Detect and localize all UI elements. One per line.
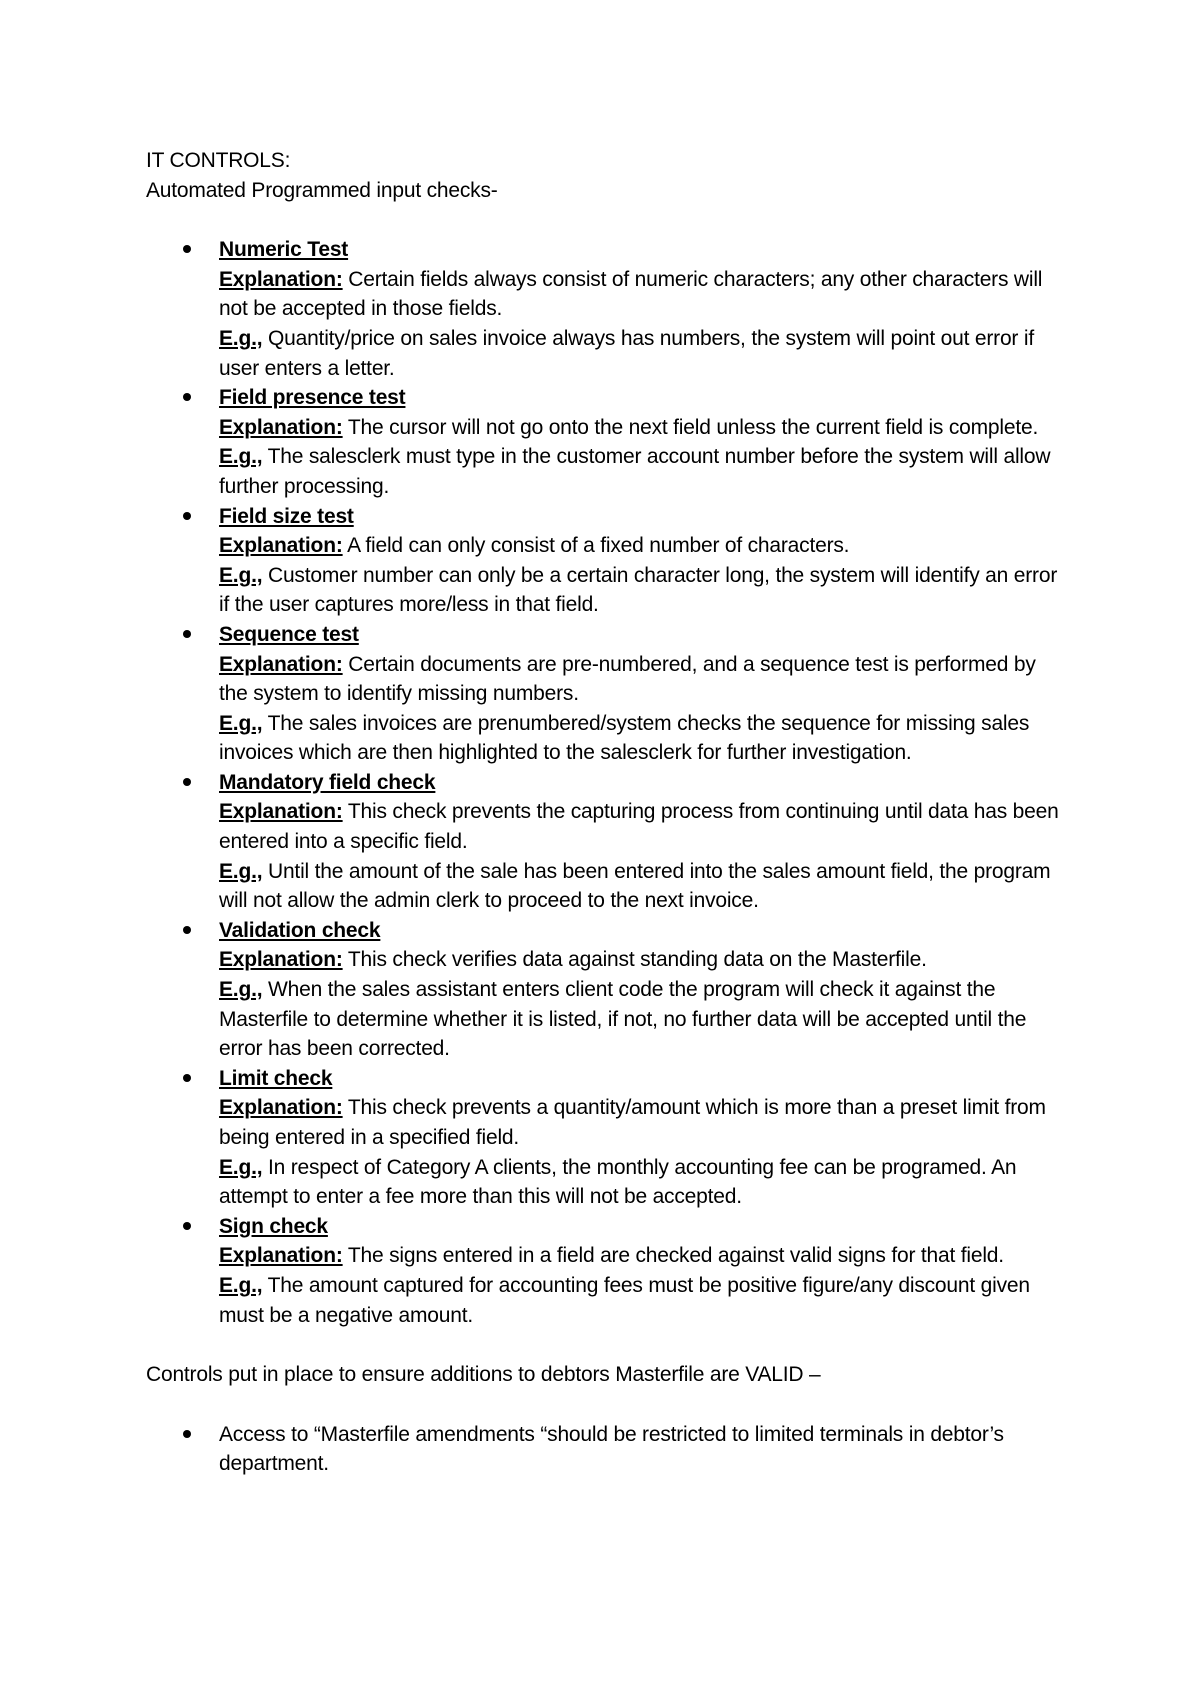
example-label: E.g., [219, 326, 263, 350]
explanation-label: Explanation: [219, 652, 343, 676]
check-explanation [219, 945, 1066, 975]
list-item [146, 235, 1066, 383]
check-explanation [219, 531, 1066, 561]
explanation-text: This check prevents a quantity/amount which is more than a preset limit from being entered in a specified field. [219, 1096, 1046, 1149]
check-example [219, 975, 1066, 1064]
example-label: E.g., [219, 1155, 263, 1179]
explanation-label: Explanation: [219, 800, 343, 824]
controls-heading: Controls put in place to ensure additions to debtors Masterfile are VALID – [146, 1363, 821, 1387]
check-title: Field presence test [219, 386, 406, 410]
explanation-label: Explanation: [219, 948, 343, 972]
check-example [219, 709, 1066, 768]
example-label: E.g., [219, 978, 263, 1002]
check-example [219, 561, 1066, 620]
explanation-text: The cursor will not go onto the next field unless the current field is complete. [347, 415, 1039, 439]
explanation-label: Explanation: [219, 267, 343, 291]
check-explanation [219, 650, 1066, 709]
example-text: The salesclerk must type in the customer account number before the system will allow further processing. [219, 445, 1051, 498]
check-title: Sign check [219, 1214, 328, 1238]
check-example [219, 1271, 1066, 1330]
list-item [146, 916, 1066, 1064]
example-text: The sales invoices are prenumbered/system checks the sequence for missing sales invoices which are then highlighted to the salesclerk for further investigation. [219, 711, 1030, 765]
list-item [146, 1420, 1066, 1479]
check-title: Field size test [219, 504, 354, 528]
example-label: E.g., [219, 711, 263, 735]
check-title: Numeric Test [219, 238, 349, 262]
explanation-text: The signs entered in a field are checked against valid signs for that field. [347, 1244, 1004, 1268]
check-explanation [219, 1093, 1066, 1152]
example-text: The amount captured for accounting fees must be positive figure/any discount given must be a negative amount. [219, 1273, 1030, 1327]
example-text: Customer number can only be a certain character long, the system will identify an error if the user captures more/less in that field. [219, 563, 1058, 617]
document-heading: IT CONTROLS: [146, 149, 291, 172]
check-example [219, 1153, 1066, 1212]
check-explanation [219, 1241, 1066, 1271]
check-title: Mandatory field check [219, 770, 436, 794]
spacer [146, 1330, 1066, 1360]
check-explanation [219, 797, 1066, 856]
check-example [219, 324, 1066, 383]
example-text: When the sales assistant enters client code the program will check it against the Masterfile to determine whether it is listed, if not, no further data will be accepted until the error has been corrected. [219, 978, 1027, 1061]
list-item [146, 1212, 1066, 1330]
spacer [146, 205, 1066, 235]
list-item [146, 620, 1066, 768]
explanation-text: This check verifies data against standing data on the Masterfile. [347, 948, 927, 972]
check-example [219, 857, 1066, 916]
check-title: Validation check [219, 918, 381, 942]
example-label: E.g., [219, 445, 263, 469]
explanation-label: Explanation: [219, 415, 343, 439]
explanation-text: A field can only consist of a fixed number of characters. [347, 534, 850, 558]
spacer [146, 1390, 1066, 1420]
document-content [146, 146, 1066, 1479]
list-item [146, 1064, 1066, 1212]
list-item [146, 502, 1066, 620]
list-item [146, 383, 1066, 501]
example-label: E.g., [219, 563, 263, 587]
check-title: Limit check [219, 1066, 333, 1090]
example-text: Quantity/price on sales invoice always has numbers, the system will point out error if user enters a letter. [219, 326, 1034, 380]
explanation-label: Explanation: [219, 534, 343, 558]
check-explanation [219, 413, 1066, 443]
explanation-text: Certain fields always consist of numeric characters; any other characters will not be accepted in those fields. [219, 267, 1043, 321]
explanation-label: Explanation: [219, 1244, 343, 1268]
input-checks-list [146, 235, 1066, 1330]
document-subheading: Automated Programmed input checks- [146, 178, 498, 202]
check-explanation [219, 265, 1066, 324]
list-item [146, 768, 1066, 916]
example-text: In respect of Category A clients, the monthly accounting fee can be programed. An attempt to enter a fee more than this will not be accepted. [219, 1155, 1017, 1209]
explanation-label: Explanation: [219, 1096, 343, 1120]
example-label: E.g., [219, 1273, 263, 1297]
example-text: Until the amount of the sale has been entered into the sales amount field, the program will not allow the admin clerk to proceed to the next invoice. [219, 859, 1051, 913]
check-example [219, 442, 1066, 501]
explanation-text: Certain documents are pre-numbered, and a sequence test is performed by the system to identify missing numbers. [219, 652, 1036, 706]
control-text: Access to “Masterfile amendments “should be restricted to limited terminals in debtor’s department. [219, 1422, 1004, 1476]
controls-list [146, 1420, 1066, 1479]
check-title: Sequence test [219, 622, 359, 646]
explanation-text: This check prevents the capturing process from continuing until data has been entered into a specific field. [219, 800, 1059, 854]
example-label: E.g., [219, 859, 263, 883]
